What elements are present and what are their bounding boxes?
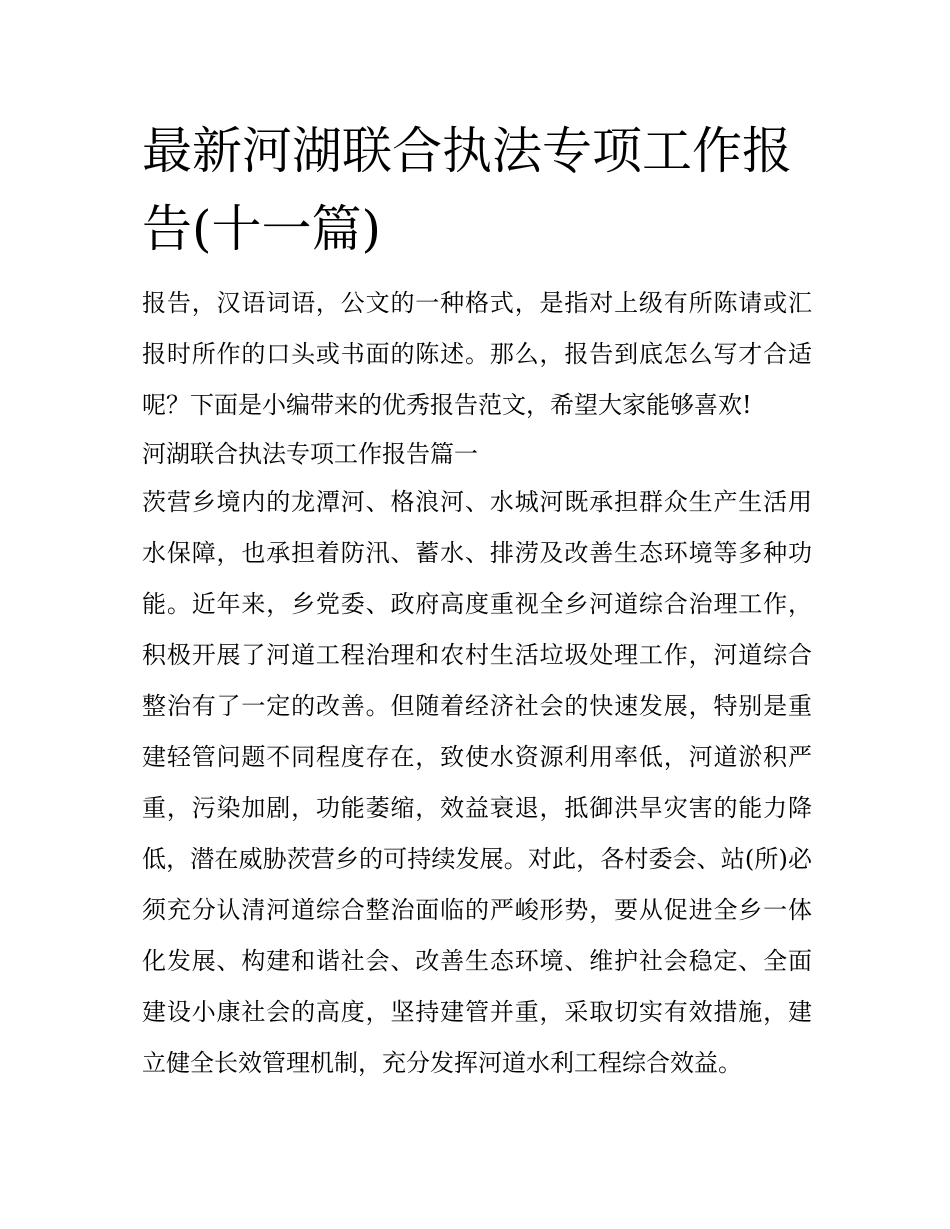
document-content: [142, 112, 812, 1089]
section-heading: 河湖联合执法专项工作报告篇一: [142, 440, 478, 468]
document-title: 最新河湖联合执法专项工作报告(十一篇): [142, 122, 792, 258]
intro-paragraph: 报告，汉语词语，公文的一种格式，是指对上级有所陈请或汇报时所作的口头或书面的陈述。那么，报告到底怎么写才合适呢？下面是小编带来的优秀报告范文，希望大家能够喜欢!: [142, 289, 812, 419]
section-body-paragraph: 茨营乡境内的龙潭河、格浪河、水城河既承担群众生产生活用水保障，也承担着防汛、蓄水、排涝及改善生态环境等多种功能。近年来，乡党委、政府高度重视全乡河道综合治理工作，积极开展了河道工程治理和农村生活垃圾处理工作，河道综合整治有了一定的改善。但随着经济社会的快速发展，特别是重建轻管问题不同程度存在，致使水资源利用率低，河道淤积严重，污染加剧，功能萎缩，效益衰退，抵御洪旱灾害的能力降低，潜在威胁茨营乡的可持续发展。对此，各村委会、站(所)必须充分认清河道综合整治面临的严峻形势，要从促进全乡一体化发展、构建和谐社会、改善生态环境、维护社会稳定、全面建设小康社会的高度，坚持建管并重，采取切实有效措施，建立健全长效管理机制，充分发挥河道水利工程综合效益。: [142, 488, 812, 1077]
